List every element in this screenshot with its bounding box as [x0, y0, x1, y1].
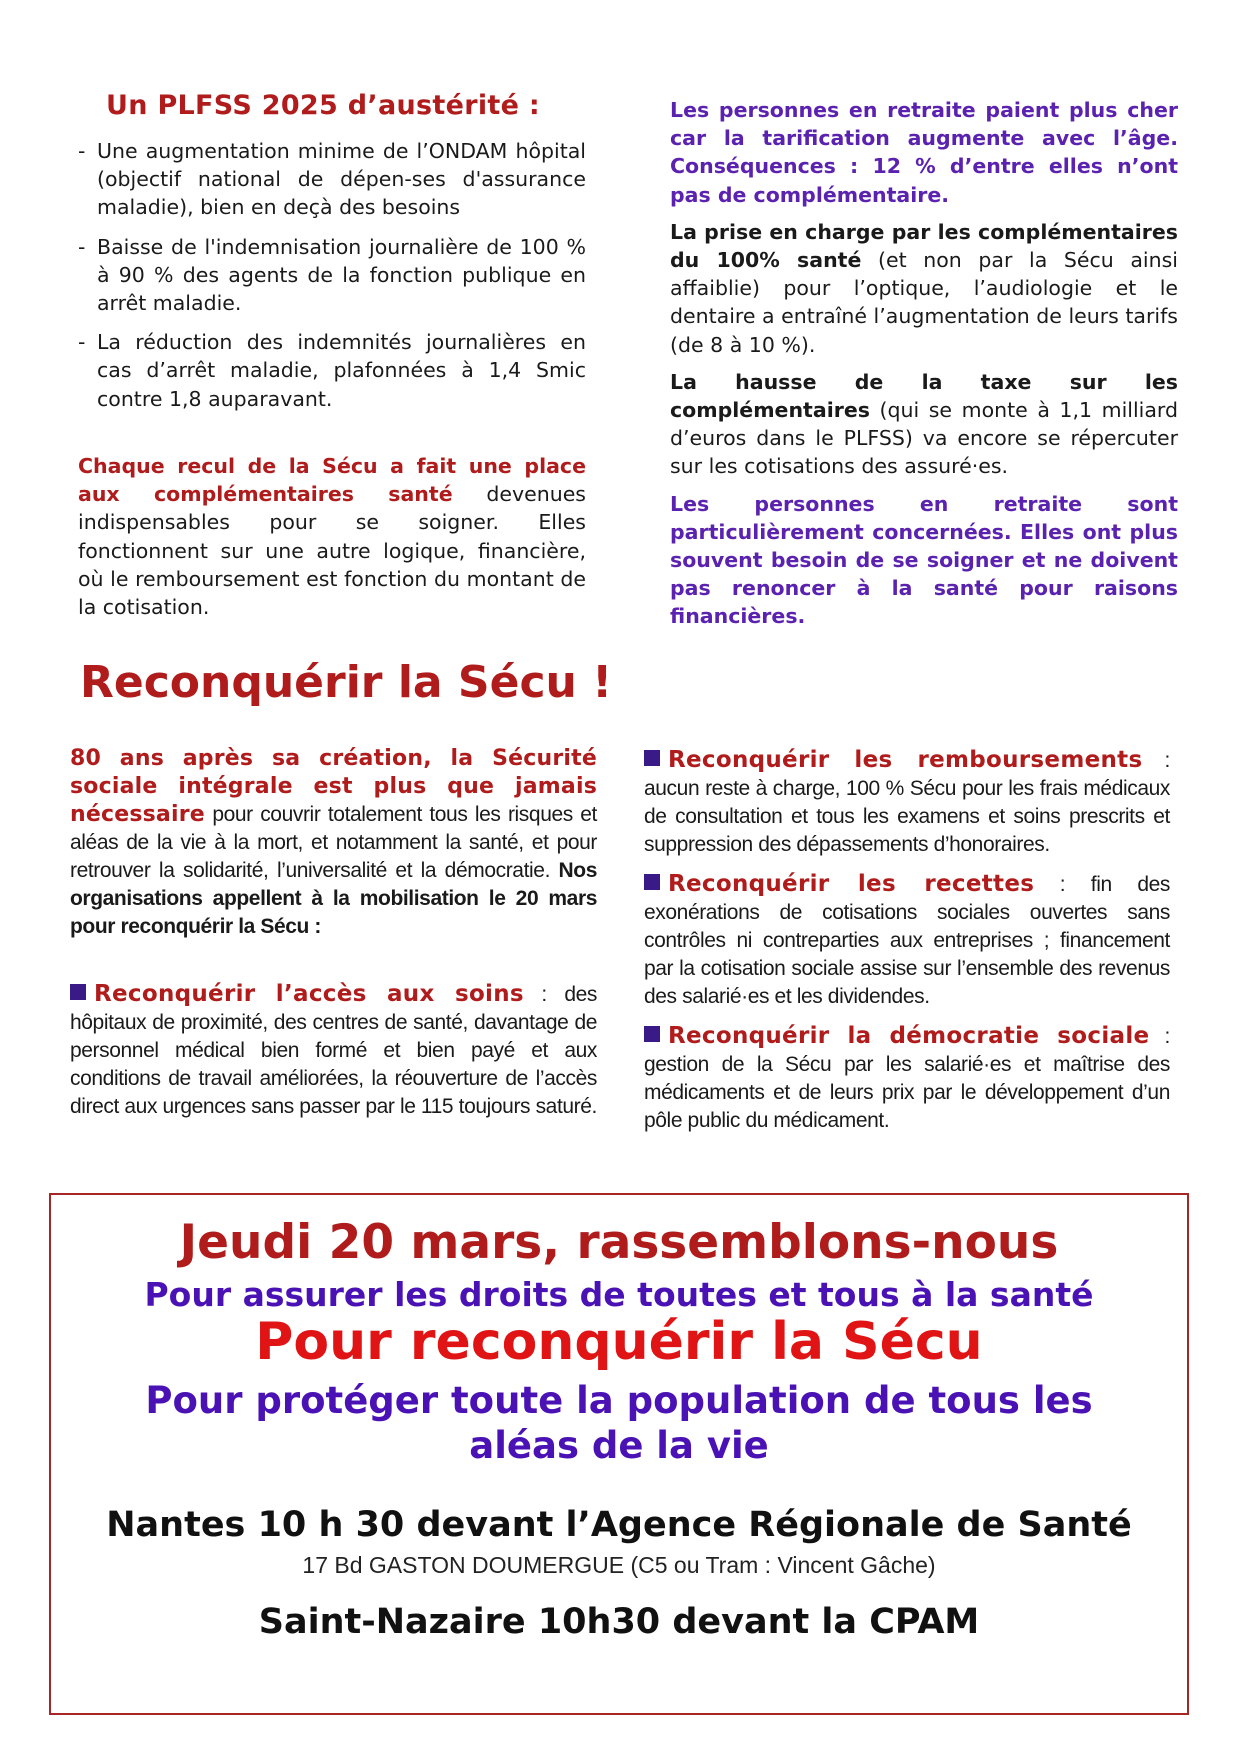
retirees-p3-bold: La hausse de la taxe sur les complémentaires	[670, 369, 1178, 423]
lead-call: Nos organisations appellent à la mobilisation le 20 mars pour reconquérir la Sécu :	[70, 859, 597, 938]
item-demo-head: Reconquérir la démocratie sociale	[668, 1023, 1150, 1049]
list-item: - La réduction des indemnités journalières en cas d’arrêt maladie, plafonnées à 1,4 Smic contre 1,8 auparavant.	[78, 330, 586, 411]
recul-strong: Chaque recul de la Sécu a fait une place aux complémentaires santé	[78, 454, 586, 507]
list-item: - Une augmentation minime de l’ONDAM hôpital (objectif national de dépen-ses d'assurance maladie), bien en deçà des besoins	[78, 139, 586, 220]
item-demo	[644, 1022, 1170, 1135]
recul-rest: devenues indispensables pour se soigner. Elles fonctionnent sur une autre logique, financière, où le remboursement est fonction du montant de la cotisation.	[78, 482, 586, 620]
item-acces	[70, 980, 597, 1121]
square-bullet-icon	[70, 984, 86, 1000]
austerity-bullet-2: Baisse de l'indemnisation journalière de 100 % à 90 % des agents de la fonction publique en arrêt maladie.	[97, 234, 586, 316]
retirees-p1: Les personnes en retraite paient plus cher car la tarification augmente avec l’âge. Conséquences : 12 % d’entre elles n’ont pas de complémentaire.	[670, 98, 1178, 207]
callout-reconquer: Pour reconquérir la Sécu	[255, 1312, 983, 1372]
retirees-p3	[670, 368, 1178, 481]
retirees-p2-rest: (et non par la Sécu ainsi affaiblie) pour l’optique, l’audiologie et le dentaire a entraîné l’augmentation de leurs tarifs (de 8 à 10 %).	[670, 248, 1178, 357]
lead-paragraph	[70, 745, 597, 941]
callout-rights: Pour assurer les droits de toutes et tous à la santé	[144, 1275, 1094, 1314]
retirees-column	[670, 96, 1178, 640]
callout-box	[49, 1193, 1189, 1715]
list-item: - Baisse de l'indemnisation journalière de 100 % à 90 % des agents de la fonction publique en arrêt maladie.	[78, 234, 586, 316]
square-bullet-icon	[644, 1026, 660, 1042]
austerity-bullet-3: La réduction des indemnités journalières en cas d’arrêt maladie, plafonnées à 1,4 Smic contre 1,8 auparavant.	[97, 330, 586, 411]
austerity-title: Un PLFSS 2025 d’austérité :	[106, 90, 541, 121]
item-acces-head: Reconquérir l’accès aux soins	[94, 981, 524, 1007]
item-recettes	[644, 870, 1170, 1011]
lead-highlight: 80 ans après sa création, la Sécurité sociale intégrale est plus que jamais nécessaire	[70, 746, 597, 827]
callout-address: 17 Bd GASTON DOUMERGUE (C5 ou Tram : Vincent Gâche)	[302, 1552, 936, 1578]
callout-date: Jeudi 20 mars, rassemblons-nous	[179, 1215, 1059, 1270]
callout-protect-a: Pour protéger toute la population de tous les	[145, 1379, 1093, 1422]
square-bullet-icon	[644, 750, 660, 766]
item-remb-text: : aucun reste à charge, 100 % Sécu pour les frais médicaux de consultation et tous les examens et soins prescrits et suppression des dépassements d’honoraires.	[644, 749, 1170, 856]
callout-saint-nazaire: Saint-Nazaire 10h30 devant la CPAM	[258, 1602, 980, 1642]
austerity-bullet-1: Une augmentation minime de l’ONDAM hôpital (objectif national de dépen-ses d'assurance maladie), bien en deçà des besoins	[97, 139, 586, 220]
callout-protect-b: aléas de la vie	[469, 1424, 769, 1467]
item-remb	[644, 746, 1170, 859]
retirees-p4: Les personnes en retraite sont particulièrement concernées. Elles ont plus souvent besoin de se soigner et ne doivent pas renoncer à la santé pour raisons financières.	[670, 491, 1178, 629]
callout-protect	[51, 1378, 1187, 1468]
square-bullet-icon	[644, 874, 660, 890]
item-acces-text: : des hôpitaux de proximité, des centres de santé, davantage de personnel médical bien formé et bien payé et aux conditions de travail améliorées, la réouverture de l’accès direct aux urgences sans passer par le 115 toujours saturé.	[70, 983, 597, 1118]
recul-paragraph	[78, 452, 586, 621]
callout-nantes: Nantes 10 h 30 devant l’Agence Régionale de Santé	[106, 1505, 1132, 1545]
retirees-p3-rest: (qui se monte à 1,1 milliard d’euros dans le PLFSS) va encore se répercuter sur les cotisations des assuré·es.	[670, 398, 1178, 479]
retirees-p2	[670, 218, 1178, 359]
item-remb-head: Reconquérir les remboursements	[668, 747, 1143, 773]
item-demo-text: : gestion de la Sécu par les salarié·es et maîtrise des médicaments et de leurs prix par le développement d’un pôle public du médicament.	[644, 1025, 1170, 1132]
item-recettes-head: Reconquérir les recettes	[668, 871, 1035, 897]
retirees-p2-bold: La prise en charge par les complémentaires du 100% santé	[670, 219, 1178, 273]
section-title: Reconquérir la Sécu !	[80, 657, 613, 708]
austerity-list	[78, 137, 586, 424]
item-recettes-text: : fin des exonérations de cotisations sociales ouvertes sans contrôles ni contreparties aux entreprises ; financement par la cotisation sociale assise sur l’ensemble des revenus des salarié·es et les dividendes.	[644, 873, 1170, 1008]
lead-text: pour couvrir totalement tous les risques et aléas de la vie à la mort, et notamment la santé, et pour retrouver la solidarité, l’universalité et la démocratie.	[70, 803, 597, 882]
